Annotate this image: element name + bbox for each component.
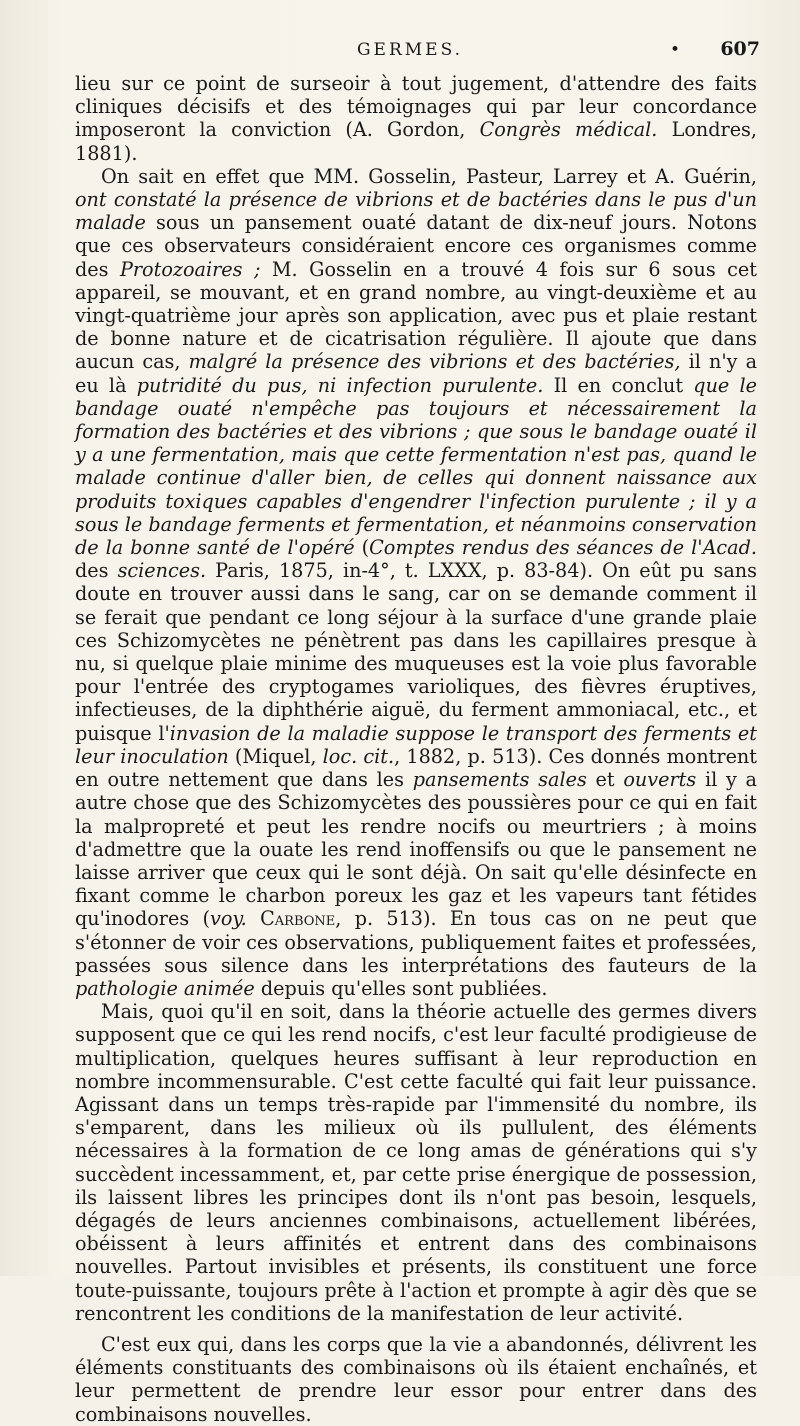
page-header (60, 40, 760, 70)
paragraph-2: On sait en effet que MM. Gosselin, Pasteur, Larrey et A. Guérin, ont constaté la présence de vibrions et de bactéries dans le pus d'un malade sous un pansement ouaté datant de dix-neuf jours. Notons que ces observateurs considéraient encore ces organismes comme des Protozoaires ; M. Gosselin en a trouvé 4 fois sur 6 sous cet appareil, se mouvant, et en grand nombre, au vingt-deuxième et au vingt-quatrième jour après son application, avec pus et plaie restant de bonne nature et de cicatrisation régulière. Il ajoute que dans aucun cas, malgré la présence des vibrions et des bactéries, il n'y a eu là putridité du pus, ni infection purulente. Il en conclut que le bandage ouaté n'empêche pas toujours et nécessairement la formation des bactéries et des vibrions ; que sous le bandage ouaté il y a une fermentation, mais que cette fermentation n'est pas, quand le malade continue d'aller bien, de celles qui donnent naissance aux produits toxiques capables d'engendrer l'infection purulente ; il y a sous le bandage ferments et fermentation, et néanmoins conservation de la bonne santé de l'opéré (Comptes rendus des séances de l'Acad. des sciences. Paris, 1875, in-4°, t. LXXX, p. 83-84). On eût pu sans doute en trouver aussi dans le sang, car on se demande comment il se ferait que pendant ce long séjour à la surface d'une grande plaie ces Schizomycètes ne pénètrent pas dans les capillaires presque à nu, si quelque plaie minime des muqueuses est la voie plus favorable pour l'entrée des cryptogames varioliques, des fièvres éruptives, infectieuses, de la diphthérie aiguë, du ferment ammoniacal, etc., et puisque l'invasion de la maladie suppose le transport des ferments et leur inoculation (Miquel, loc. cit., 1882, p. 513). Ces donnés montrent en outre nettement que dans les pansements sales et ouverts il y a autre chose que des Schizomycètes des poussières pour ce qui en fait la malpropreté et peut les rendre nocifs ou meurtriers ; à moins d'admettre que la ouate les rend inoffensifs ou que le pansement ne laisse arriver que ceux qui le sont déjà. On sait qu'elle désinfecte en fixant comme le charbon poreux les gaz et les vapeurs tant fétides qu'inodores (voy. Carbone, p. 513). En tous cas on ne peut que s'étonner de voir ces observations, publiquement faites et professées, passées sous silence dans les interprétations des fauteurs de la pathologie animée depuis qu'elles sont publiées. (75, 164, 758, 1000)
running-title: GERMES. (356, 40, 464, 60)
paragraph-4: C'est eux qui, dans les corps que la vie a abandonnés, délivrent les éléments constituants des combinaisons où ils étaient enchaînés, et leur permettent de prendre leur essor pour entrer dans des combinaisons nouvelles. (75, 1332, 757, 1426)
paragraph-3: Mais, quoi qu'il en soit, dans la théorie actuelle des germes divers supposent que ce qui les rend nocifs, c'est leur faculté prodigieuse de multiplication, quelques heures suffisant à leur reproduction en nombre incommensurable. C'est cette faculté qui fait leur puissance. Agissant dans un temps très-rapide par l'immensité du nombre, ils s'emparent, dans les milieux où ils pullulent, des éléments nécessaires à la formation de ce long amas de générations qui s'y succèdent incessamment, et, par cette prise énergique de possession, ils laissent libres les principes dont ils n'ont pas besoin, lesquels, dégagés de leurs anciennes combinaisons, actuellement libérées, obéissent à leurs affinités et entrent dans des combinaisons nouvelles. Partout invisibles et présents, ils constituent une force toute-puissante, toujours prête à l'action et prompte à agir dès que se rencontrent les conditions de la manifestation de leur activité. (75, 1000, 757, 1325)
page-number: 607 (720, 38, 760, 60)
header-dot: • (669, 40, 680, 60)
body-text (75, 72, 757, 1426)
paragraph-1: lieu sur ce point de surseoir à tout jugement, d'attendre des faits cliniques décisifs et des témoignages qui par leur concordance imposeront la conviction (A. Gordon, Congrès médical. Londres, 1881). (75, 72, 757, 165)
